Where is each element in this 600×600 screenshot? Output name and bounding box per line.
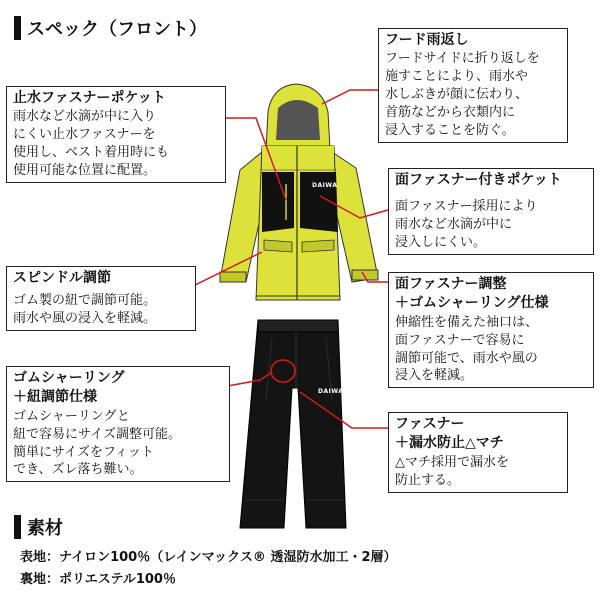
right-cuff (352, 270, 378, 280)
callout-hood-title: フード雨返し (385, 32, 469, 48)
pants-logo: DAIWA (318, 388, 344, 395)
materials-heading (14, 514, 63, 540)
left-cuff (220, 272, 246, 282)
callout-face-pocket (388, 168, 594, 255)
callout-hood-body: フードサイドに折り返しを 施すことにより、雨水や 水しぶきが顔に伝わり、 首筋などから衣類内に 浸入することを防ぐ。 (385, 51, 540, 139)
materials-heading-text: 素材 (27, 518, 63, 539)
materials-heading-bar (14, 515, 21, 539)
callout-cuff-body: 伸縮性を備えた袖口は、 面ファスナーで容易に 調節可能で、雨水や風の 浸入を軽減。 (395, 314, 539, 384)
hood-opening (276, 100, 320, 140)
pants-waistband (258, 320, 338, 332)
callout-fastener-subtitle: ＋漏水防止△マチ (395, 435, 504, 452)
callout-waterproof-pocket (6, 86, 226, 183)
callout-shirring-body: ゴムシャーリングと 紐で容易にサイズ調整可能。 簡単にサイズをフィット でき、ズレ落ち難い。 (13, 408, 181, 478)
right-pocket-flap (302, 240, 334, 252)
material-outer: 表地：ナイロン100％（レインマックス® 透湿防水加工・2層） (20, 550, 397, 565)
callout-shirring-subtitle: ＋紐調節仕様 (13, 389, 97, 406)
callout-waterproof-pocket-body: 雨水など水滴が中に入り にくい止水ファスナーを 使用し、ベスト着用時にも 使用可能な位置に配置。 (13, 109, 170, 179)
callout-cuff-title: 面ファスナー調整 (395, 276, 507, 292)
callout-cuff-subtitle: ＋ゴムシャーリング仕様 (395, 295, 549, 312)
callout-face-pocket-title: 面ファスナー付きポケット (395, 172, 562, 188)
callout-fastener-body: △マチ採用で漏水を 防止する。 (395, 454, 509, 488)
callout-waterproof-pocket-title: 止水ファスナーポケット (13, 90, 166, 106)
callout-spindle-body: ゴム製の紐で調節可能。 雨水や風の浸入を軽減。 (13, 293, 157, 327)
jacket-illustration (220, 84, 378, 300)
callout-shirring-title: ゴムシャーリング (13, 370, 125, 386)
callout-spindle (6, 266, 196, 331)
left-pocket-flap (264, 240, 292, 252)
heading-text: スペック（フロント） (27, 19, 207, 40)
pants-body (240, 320, 346, 528)
callout-fastener (388, 412, 568, 493)
pants-illustration (240, 320, 346, 528)
callout-hood (378, 28, 568, 143)
callout-face-pocket-body: 面ファスナー採用により 雨水など水滴が中に 浸入しにくい。 (395, 199, 538, 251)
callout-spindle-title: スピンドル調節 (13, 270, 111, 286)
callout-fastener-title: ファスナー (395, 416, 465, 432)
callout-cuff (388, 272, 594, 388)
jacket-logo: DAIWA (312, 182, 338, 189)
left-chest-panel (262, 172, 294, 232)
material-lining: 裏地：ポリエステル100％ (20, 572, 176, 587)
callout-shirring (6, 366, 230, 482)
